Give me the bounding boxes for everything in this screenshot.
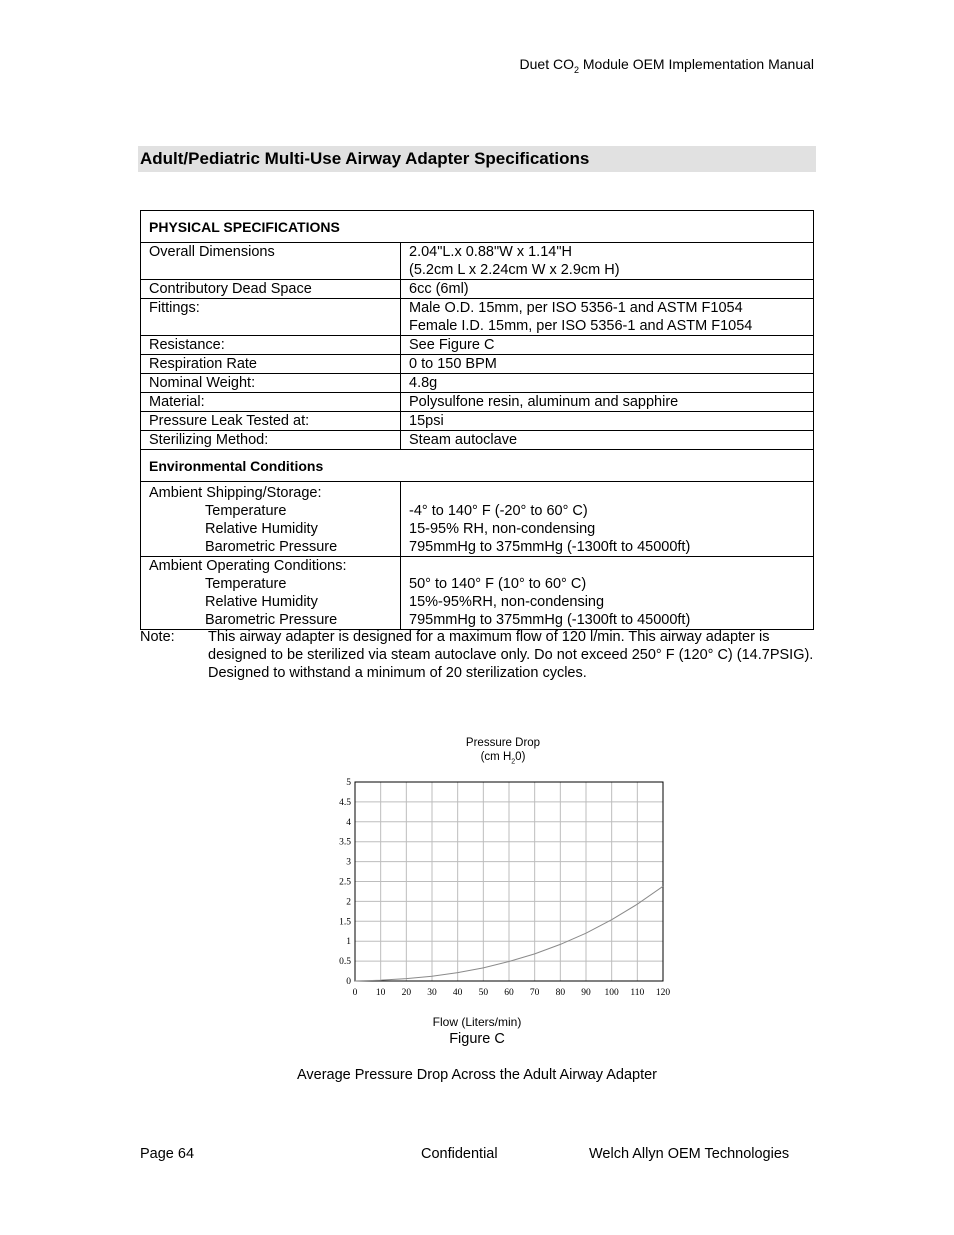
value-line: 50° to 140° F (10° to 60° C)	[409, 576, 587, 592]
pressure-drop-chart	[320, 770, 680, 1005]
y-tick-label: 4.5	[339, 797, 351, 808]
table-row	[141, 299, 814, 336]
x-axis-label: Flow (Liters/min)	[432, 1015, 522, 1029]
x-tick-label: 10	[375, 988, 386, 998]
header-sub: 2	[573, 64, 579, 75]
table-row	[141, 557, 814, 630]
value-line: Female I.D. 15mm, per ISO 5356-1 and ASTM F1054	[409, 318, 753, 334]
y-tick-label: 1	[346, 937, 351, 948]
row-label: Material:	[141, 393, 401, 412]
row-value	[401, 299, 814, 336]
footer-confidential: Confidential	[421, 1146, 498, 1162]
row-label: Fittings:	[141, 299, 401, 336]
sub-label: Relative Humidity	[205, 594, 318, 610]
title-pre: (cm H	[480, 751, 512, 763]
table-row	[141, 393, 814, 412]
table-row	[141, 431, 814, 450]
x-tick-labels	[353, 988, 671, 998]
header-post: Module OEM Implementation Manual	[579, 56, 814, 72]
value-line: Male O.D. 15mm, per ISO 5356-1 and ASTM F1054	[409, 300, 743, 316]
table-row	[141, 336, 814, 355]
value-line: 795mmHg to 375mmHg (-1300ft to 45000ft)	[409, 612, 691, 628]
footer-page: Page 64	[140, 1146, 195, 1162]
sub-label: Relative Humidity	[205, 521, 318, 537]
value-line: 795mmHg to 375mmHg (-1300ft to 45000ft)	[409, 539, 691, 555]
chart-title-line1: Pressure Drop	[465, 737, 541, 749]
table-row	[141, 243, 814, 280]
y-tick-label: 5	[346, 778, 351, 788]
row-value: Steam autoclave	[401, 431, 814, 450]
x-tick-label: 30	[427, 988, 437, 998]
row-value: 15psi	[401, 412, 814, 431]
table-row	[141, 374, 814, 393]
sub-label: Barometric Pressure	[205, 612, 338, 628]
row-label: Nominal Weight:	[141, 374, 401, 393]
operating-labels	[141, 557, 401, 630]
value-line: 15%-95%RH, non-condensing	[409, 594, 605, 610]
row-label: Resistance:	[141, 336, 401, 355]
y-tick-label: 2.5	[339, 877, 351, 888]
note-label: Note:	[140, 629, 175, 645]
value-line: 2.04"L.x 0.88"W x 1.14"H	[409, 244, 572, 260]
row-value: Polysulfone resin, aluminum and sapphire	[401, 393, 814, 412]
y-tick-label: 0	[346, 977, 351, 987]
row-label: Overall Dimensions	[141, 243, 401, 280]
y-tick-label: 2	[346, 897, 351, 908]
row-label: Pressure Leak Tested at:	[141, 412, 401, 431]
sub-label: Temperature	[205, 503, 287, 519]
operating-values	[401, 557, 814, 630]
note-text: This airway adapter is designed for a maximum flow of 120 l/min. This airway adapter is designed to be sterilized via steam autoclave only. Do not exceed 250° F (120° C) (14.7PSIG). Designed to withstand a minimum of 20 sterilization cycles.	[208, 629, 814, 681]
spec-table	[140, 210, 814, 630]
x-tick-label: 0	[352, 988, 358, 998]
x-tick-label: 60	[504, 988, 514, 998]
x-tick-label: 90	[581, 988, 591, 998]
footer-company: Welch Allyn OEM Technologies	[589, 1146, 790, 1162]
shipping-values	[401, 482, 814, 557]
x-tick-label: 40	[452, 988, 463, 998]
y-tick-label: 3	[346, 857, 351, 868]
sub-label: Temperature	[205, 576, 287, 592]
row-value: See Figure C	[401, 336, 814, 355]
y-tick-labels	[339, 778, 351, 987]
row-value	[401, 243, 814, 280]
x-tick-label: 120	[655, 988, 671, 998]
y-tick-label: 1.5	[339, 917, 351, 928]
y-tick-label: 4	[346, 817, 351, 828]
title-sub: 2	[511, 758, 516, 766]
row-label: Contributory Dead Space	[141, 280, 401, 299]
y-tick-label: 3.5	[339, 837, 351, 848]
y-tick-label: 0.5	[339, 957, 351, 968]
note	[140, 628, 820, 682]
environmental-heading: Environmental Conditions	[141, 450, 814, 482]
x-tick-label: 80	[555, 988, 566, 998]
x-tick-label: 110	[630, 988, 645, 998]
row-value: 4.8g	[401, 374, 814, 393]
section-title: Adult/Pediatric Multi-Use Airway Adapter Specifications	[138, 146, 816, 172]
row-label: Respiration Rate	[141, 355, 401, 374]
row-label: Sterilizing Method:	[141, 431, 401, 450]
operating-title: Ambient Operating Conditions:	[149, 558, 347, 574]
table-row	[141, 412, 814, 431]
row-value: 6cc (6ml)	[401, 280, 814, 299]
x-tick-label: 100	[604, 988, 619, 998]
header-pre: Duet CO	[519, 56, 574, 72]
shipping-labels	[141, 482, 401, 557]
running-header	[520, 56, 814, 75]
shipping-title: Ambient Shipping/Storage:	[149, 485, 322, 501]
physical-heading: PHYSICAL SPECIFICATIONS	[141, 211, 814, 243]
table-row	[141, 482, 814, 557]
table-row	[141, 355, 814, 374]
row-value: 0 to 150 BPM	[401, 355, 814, 374]
figure-label: Figure C	[449, 1031, 505, 1047]
value-line: (5.2cm L x 2.24cm W x 2.9cm H)	[409, 262, 620, 278]
x-tick-label: 70	[529, 988, 540, 998]
x-tick-label: 20	[401, 988, 412, 998]
x-tick-label: 50	[478, 988, 489, 998]
sub-label: Barometric Pressure	[205, 539, 338, 555]
table-row	[141, 280, 814, 299]
title-post: 0)	[515, 751, 526, 763]
value-line: 15-95% RH, non-condensing	[409, 521, 596, 537]
chart-title-line2	[430, 750, 576, 769]
figure-caption: Average Pressure Drop Across the Adult Airway Adapter	[296, 1067, 657, 1083]
chart-grid	[355, 782, 663, 981]
value-line: -4° to 140° F (-20° to 60° C)	[409, 503, 588, 519]
